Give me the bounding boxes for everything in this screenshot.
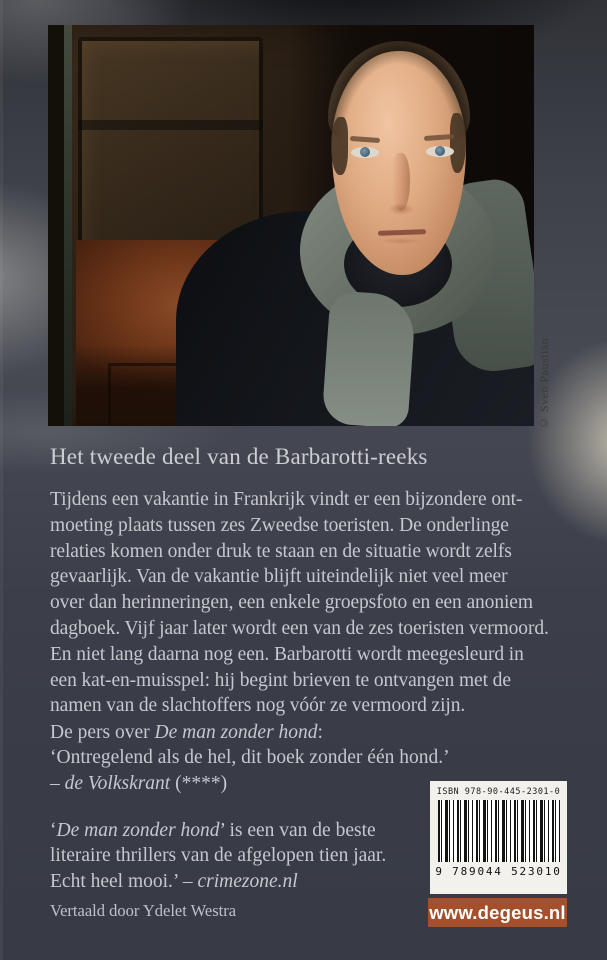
iris-right (435, 146, 445, 156)
attribution-rating: (****) (170, 772, 228, 794)
quote-line (50, 818, 386, 843)
press-quote-volkskrant (50, 720, 450, 796)
press-quote-line: ‘Ontregelend als de hel, dit boek zonder één hond.’ (50, 747, 450, 769)
synopsis-paragraph (50, 487, 580, 719)
author-photo (48, 25, 534, 426)
synopsis-line: moeting plaats tussen zes Zweedse toeristen. De onderlinge (50, 514, 509, 536)
publisher-website-band (428, 898, 567, 927)
cover-edge-highlight (0, 0, 3, 960)
barcode-bars (438, 800, 560, 862)
attribution-source-italic: de Volkskrant (64, 772, 171, 794)
publisher-url: www.degeus.nl (429, 902, 566, 923)
eye-left (351, 147, 379, 158)
synopsis-line: een kat-en-muisspel: hij begint brieven te ontvangen met de (50, 669, 511, 691)
book-title-italic: De man zonder hond (56, 820, 220, 841)
door-panel-molding (78, 120, 263, 130)
press-intro-prefix: De pers over (50, 722, 155, 743)
synopsis-line: Tijdens een vakantie in Frankrijk vindt er een bijzondere ont- (50, 489, 523, 510)
synopsis-line: dagboek. Vijf jaar later wordt een van de zes toeristen vermoord. (50, 617, 549, 639)
attribution-source-italic: crimezone.nl (197, 870, 298, 892)
series-heading: Het tweede deel van de Barbarotti-reeks (50, 444, 428, 469)
door-frame (48, 25, 64, 426)
press-attribution-line (50, 771, 450, 796)
sideburn-left (331, 117, 348, 175)
quote-line: literaire thrillers van de afgelopen tien jaar. (50, 845, 387, 867)
iris-left (360, 147, 370, 157)
synopsis-line: gevaarlijk. Van de vakantie blijft uiteindelijk niet veel meer (50, 566, 508, 588)
book-title-italic: De man zonder hond (154, 722, 318, 743)
eye-right (426, 146, 454, 157)
press-intro-line (50, 720, 450, 745)
synopsis-line: over dan herinneringen, een enkele groepsfoto en een anoniem (50, 592, 533, 614)
quote-rest: ’ is een van de beste (219, 820, 376, 841)
translator-credit: Vertaald door Ydelet Westra (50, 901, 237, 920)
lip-shadow (381, 238, 421, 244)
synopsis-line: namen van de slachtoffers nog vóór ze vermoord zijn. (50, 695, 466, 717)
quote-attribution-line (50, 869, 386, 894)
synopsis-line: En niet lang daarna nog een. Barbarotti wordt meegesleurd in (50, 643, 524, 665)
sideburn-right (450, 113, 466, 173)
press-quote-crimezone (50, 818, 386, 894)
nose-shadow (388, 203, 414, 215)
open-quote: ‘ (50, 820, 57, 841)
barcode-number: 9 789044 523010 (435, 865, 562, 878)
scarf-tail (321, 290, 416, 426)
press-intro-suffix: : (317, 722, 323, 743)
isbn-label: ISBN 978-90-445-2301-0 (436, 787, 561, 797)
attribution-dash: – (50, 772, 65, 794)
door-groove (64, 25, 72, 426)
barcode-block (430, 781, 567, 894)
synopsis-line: relaties komen onder druk te staan en de situatie wordt zelfs (50, 540, 512, 562)
quote-prefix: Echt heel mooi.’ – (50, 870, 198, 892)
photo-credit: © Sven Paustian (537, 337, 551, 430)
